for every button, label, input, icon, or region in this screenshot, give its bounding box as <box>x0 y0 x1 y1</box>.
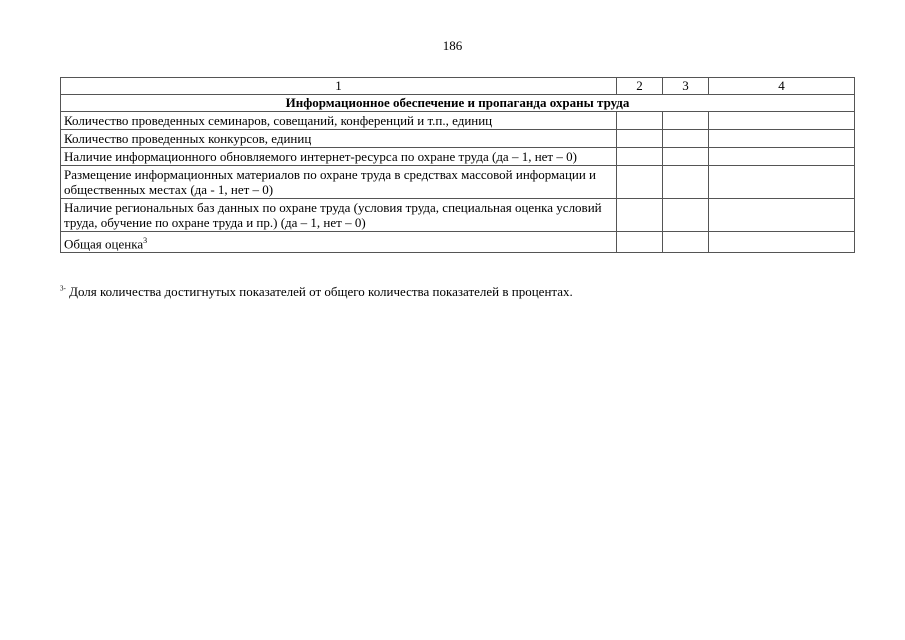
table-row <box>61 148 855 166</box>
footnote-text: Доля количества достигнутых показателей от общего количества показателей в процентах. <box>69 284 573 299</box>
row-label: Размещение информационных материалов по охране труда в средствах массовой информации и общественных местах (да - 1, нет – 0) <box>61 166 617 199</box>
table-row <box>61 130 855 148</box>
indicators-table <box>60 77 855 253</box>
column-header-1: 1 <box>61 78 617 95</box>
row-label: Наличие региональных баз данных по охране труда (условия труда, специальная оценка условий труда, обучение по охране труда и пр.) (да – 1, нет – 0) <box>61 199 617 232</box>
value-cell <box>663 166 709 199</box>
value-cell <box>663 232 709 253</box>
footnote: $^{3-}$ Доля количества достигнутых показателей от общего количества показателей в процентах. <box>60 284 573 299</box>
table-row <box>61 166 855 199</box>
row-label: Количество проведенных семинаров, совещаний, конференций и т.п., единиц <box>61 112 617 130</box>
value-cell <box>617 232 663 253</box>
value-cell <box>709 112 855 130</box>
column-header-2: 2 <box>617 78 663 95</box>
table-header-row <box>61 78 855 95</box>
value-cell <box>663 148 709 166</box>
value-cell <box>709 166 855 199</box>
row-label: Наличие информационного обновляемого интернет-ресурса по охране труда (да – 1, нет – 0) <box>61 148 617 166</box>
value-cell <box>617 112 663 130</box>
footnote-reference: 3 <box>143 236 148 245</box>
value-cell <box>709 232 855 253</box>
value-cell <box>617 166 663 199</box>
value-cell <box>709 148 855 166</box>
section-row <box>61 95 855 112</box>
row-label <box>61 232 617 253</box>
column-header-4: 4 <box>709 78 855 95</box>
value-cell <box>709 199 855 232</box>
page-number: 186 <box>442 38 463 53</box>
row-label: Количество проведенных конкурсов, единиц <box>61 130 617 148</box>
value-cell <box>617 199 663 232</box>
value-cell <box>709 130 855 148</box>
table-row <box>61 199 855 232</box>
row-label-text: Общая оценка <box>64 236 144 252</box>
section-title: Информационное обеспечение и пропаганда охраны труда <box>61 95 855 112</box>
value-cell <box>663 112 709 130</box>
value-cell <box>663 199 709 232</box>
table-row <box>61 112 855 130</box>
table-row <box>61 232 855 253</box>
column-header-3: 3 <box>663 78 709 95</box>
value-cell <box>617 130 663 148</box>
footnote-marker: 3 <box>60 284 64 293</box>
value-cell <box>663 130 709 148</box>
value-cell <box>617 148 663 166</box>
